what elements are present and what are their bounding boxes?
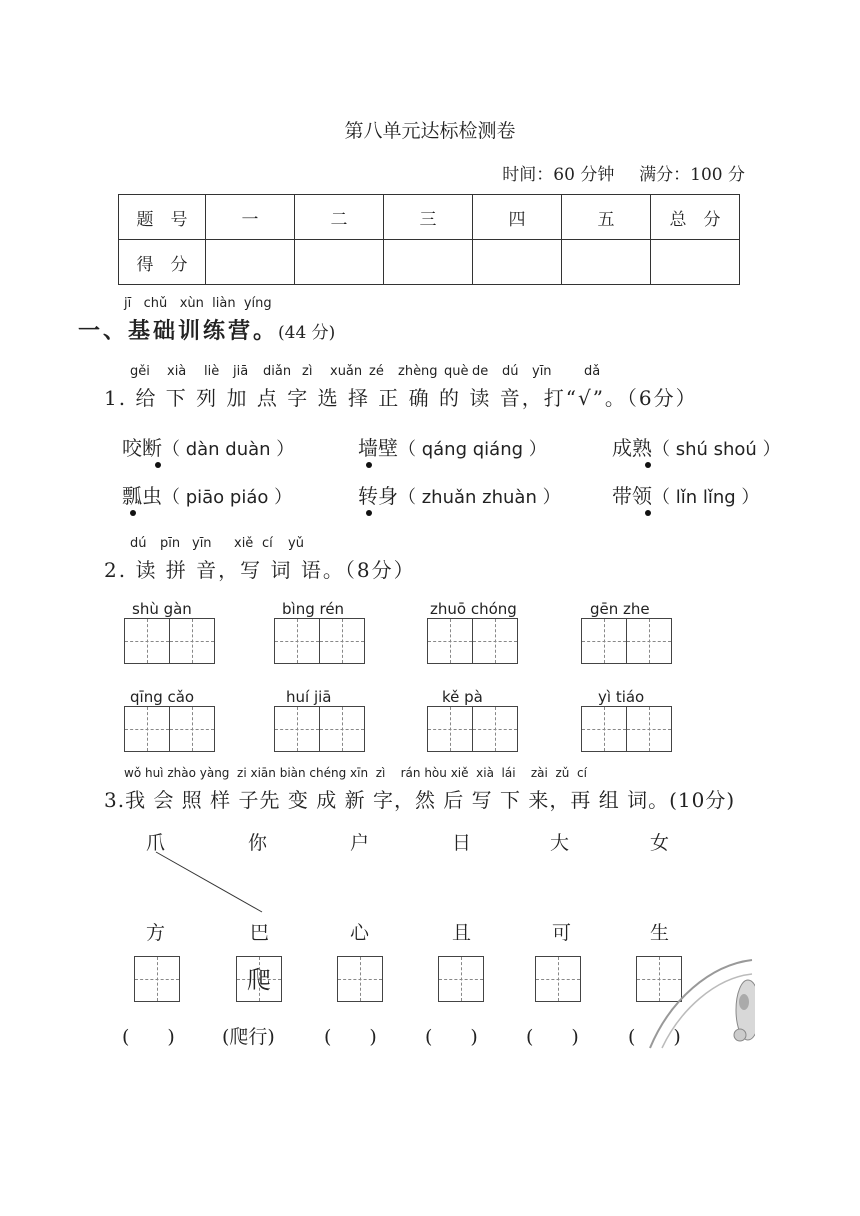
word-pinyin: yì tiáo [598, 688, 645, 706]
score-table-score-row [119, 240, 740, 285]
component-char: 方 [146, 922, 166, 944]
score-cell[interactable] [651, 240, 740, 285]
item-word: 成熟 [612, 436, 652, 460]
answer-blank[interactable]: ( ) [122, 1026, 175, 1048]
answer-blank[interactable]: ( ) [324, 1026, 377, 1048]
pinyin: yǔ [288, 536, 304, 551]
pinyin: xùn [179, 296, 204, 311]
example-char: 爬 [247, 966, 271, 994]
emphasis-dot [645, 510, 651, 516]
pinyin: xià [167, 364, 187, 379]
writing-box[interactable] [473, 706, 518, 752]
pronunciation-options[interactable]: （ shú shoú ） [652, 439, 781, 460]
score-cell[interactable] [206, 240, 295, 285]
writing-box[interactable] [320, 618, 365, 664]
emphasis-dot [366, 462, 372, 468]
writing-box[interactable] [581, 618, 627, 664]
answer-blank[interactable]: ( ) [425, 1026, 478, 1048]
q1-item [122, 480, 292, 509]
pronunciation-options[interactable]: （ dàn duàn ） [162, 439, 295, 460]
table-header: 总 分 [651, 195, 740, 240]
pinyin: cí [262, 536, 273, 551]
score-cell[interactable] [384, 240, 473, 285]
score-cell[interactable] [295, 240, 384, 285]
section1-score: (44 分) [278, 323, 336, 343]
word-pinyin: gēn zhe [590, 600, 650, 618]
pinyin: liàn [212, 296, 236, 311]
word-pinyin: zhuō chóng [430, 600, 517, 618]
time-score-info [502, 160, 745, 185]
pinyin: què [444, 364, 469, 379]
writing-box[interactable] [124, 706, 170, 752]
pinyin: zì [302, 364, 313, 379]
example-char-box [236, 956, 282, 1002]
pinyin: dú [130, 536, 147, 551]
table-header: 二 [295, 195, 384, 240]
pronunciation-options[interactable]: （ lǐn lǐng ） [652, 487, 760, 508]
component-char: 女 [650, 832, 670, 854]
pinyin: liè [204, 364, 220, 379]
pinyin: diǎn [263, 364, 292, 379]
q1-item [358, 432, 547, 461]
component-char: 爪 [146, 832, 166, 854]
word-pinyin: kě pà [442, 688, 483, 706]
word-pinyin: qīng cǎo [130, 688, 195, 706]
pinyin: jī [124, 296, 132, 311]
item-word: 墙壁 [358, 436, 398, 460]
item-word: 瓢虫 [122, 484, 162, 508]
component-char: 巴 [250, 922, 270, 944]
example-connector-line [150, 848, 270, 918]
q3-text: 3.我 会 照 样 子先 变 成 新 字，然 后 写 下 来，再 组 词。(10分) [104, 788, 736, 812]
score-cell[interactable] [562, 240, 651, 285]
emphasis-dot [366, 510, 372, 516]
pinyin: jiā [233, 364, 249, 379]
component-char: 心 [350, 922, 370, 944]
pronunciation-options[interactable]: （ qáng qiáng ） [398, 439, 547, 460]
writing-box[interactable] [320, 706, 365, 752]
table-header: 三 [384, 195, 473, 240]
component-char: 且 [452, 922, 472, 944]
pinyin: yīn [192, 536, 212, 551]
component-char: 日 [452, 832, 472, 854]
time-limit: 时间：60 分钟 [502, 165, 615, 185]
component-char: 你 [248, 832, 268, 854]
pinyin: dú [502, 364, 519, 379]
word-pinyin: shù gàn [132, 600, 192, 618]
pinyin: xuǎn [330, 364, 363, 379]
pinyin: zé [369, 364, 384, 379]
component-char: 户 [350, 832, 370, 854]
component-char: 大 [550, 832, 570, 854]
writing-box[interactable] [170, 618, 215, 664]
item-word: 转身 [358, 484, 398, 508]
pinyin: xiě [234, 536, 254, 551]
writing-box[interactable] [581, 706, 627, 752]
pinyin: de [472, 364, 489, 379]
q1-item [612, 432, 781, 461]
pinyin: yīn [532, 364, 552, 379]
component-char: 生 [650, 922, 670, 944]
item-word: 咬断 [122, 436, 162, 460]
item-word: 带领 [612, 484, 652, 508]
q1-text: 1. 给 下 列 加 点 字 选 择 正 确 的 读 音，打“√”。（6分） [104, 386, 698, 410]
pronunciation-options[interactable]: （ zhuǎn zhuàn ） [398, 487, 561, 508]
score-table-header-row [119, 195, 740, 240]
q1-item [358, 480, 561, 509]
decorative-illustration [640, 940, 755, 1050]
q3-pinyin: wǒ huì zhào yàng zi xiān biàn chéng xīn zì rán hòu xiě xià lái zài zǔ cí [124, 766, 587, 780]
new-char-box[interactable] [535, 956, 581, 1002]
word-pinyin: huí jiā [286, 688, 332, 706]
writing-box[interactable] [274, 706, 320, 752]
section1-pinyin [124, 296, 272, 311]
section1-title: 一、基础训练营。 [78, 319, 279, 344]
new-char-box[interactable] [134, 956, 180, 1002]
section1-heading [78, 314, 335, 345]
question-number-label: 题 号 [119, 195, 206, 240]
full-score: 满分：100 分 [639, 165, 745, 185]
pinyin: chǔ [143, 296, 168, 311]
q1-item [122, 432, 294, 461]
pinyin: dǎ [584, 364, 601, 379]
answer-blank[interactable]: ( ) [628, 1026, 681, 1048]
emphasis-dot [130, 510, 136, 516]
component-char: 可 [552, 922, 572, 944]
table-header: 一 [206, 195, 295, 240]
score-table [118, 194, 740, 285]
q1-item [612, 480, 759, 509]
score-cell[interactable] [473, 240, 562, 285]
pinyin: pīn [160, 536, 181, 551]
new-char-box[interactable] [438, 956, 484, 1002]
writing-box[interactable] [473, 618, 518, 664]
word-pinyin: bìng rén [282, 600, 345, 618]
pinyin: yíng [243, 296, 272, 311]
writing-box[interactable] [627, 706, 672, 752]
table-header: 四 [473, 195, 562, 240]
answer-blank[interactable]: ( ) [526, 1026, 579, 1048]
new-char-box[interactable] [337, 956, 383, 1002]
writing-box[interactable] [427, 618, 473, 664]
writing-box[interactable] [274, 618, 320, 664]
writing-box[interactable] [427, 706, 473, 752]
pinyin: zhèng [398, 364, 438, 379]
pronunciation-options[interactable]: （ piāo piáo ） [162, 487, 293, 508]
writing-box[interactable] [627, 618, 672, 664]
writing-box[interactable] [124, 618, 170, 664]
writing-box[interactable] [170, 706, 215, 752]
page-title: 第八单元达标检测卷 [344, 120, 516, 142]
table-header: 五 [562, 195, 651, 240]
emphasis-dot [645, 462, 651, 468]
q1-pinyin [130, 364, 600, 379]
emphasis-dot [155, 462, 161, 468]
q2-text: 2. 读 拼 音，写 词 语。（8分） [104, 558, 416, 582]
example-answer: (爬行) [222, 1026, 275, 1048]
score-label: 得 分 [119, 240, 206, 285]
pinyin: gěi [130, 364, 150, 379]
q2-pinyin [130, 536, 304, 551]
